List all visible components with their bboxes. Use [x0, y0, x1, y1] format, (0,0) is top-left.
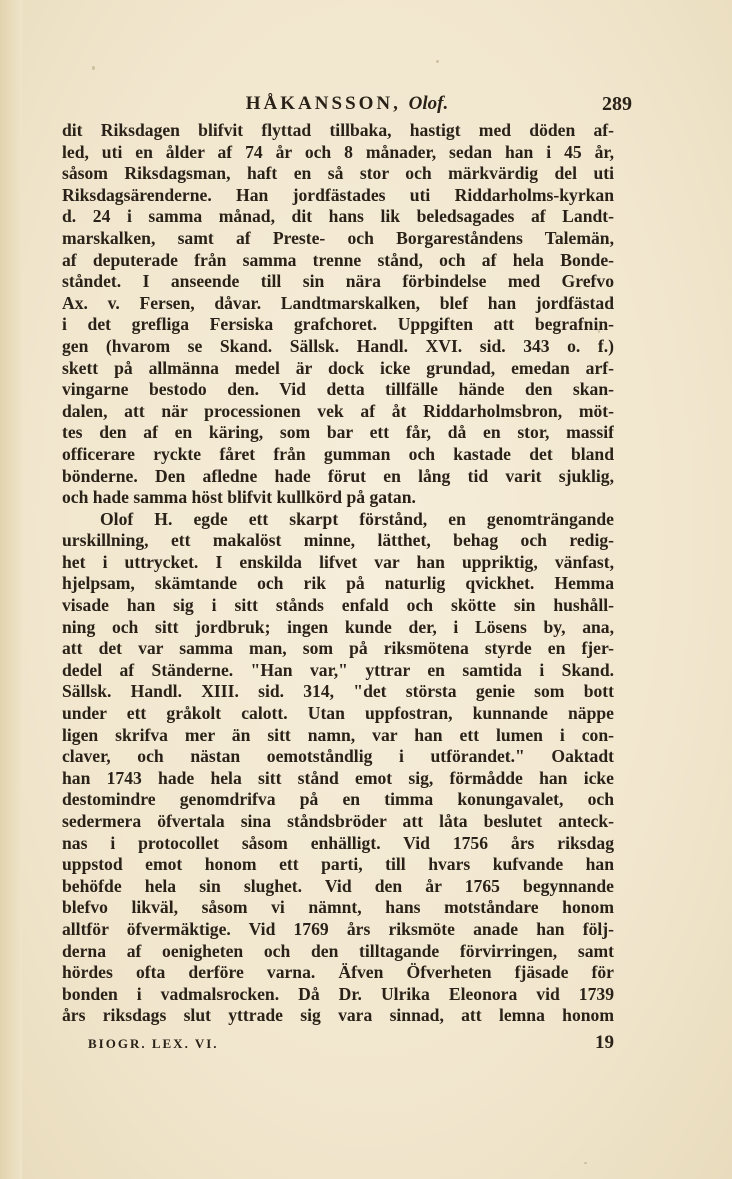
text-line: led, uti en ålder af 74 år och 8 månader, sedan han i 45 år,	[62, 141, 614, 162]
text-line: uppstod emot honom ett parti, till hvars kufvande han	[62, 854, 614, 875]
running-header	[62, 93, 632, 117]
text-line: het i uttrycket. I enskilda lifvet var han uppriktig, vänfast,	[62, 551, 614, 572]
text-line: hördes ofta derföre varna. Äfven Öfverheten fjäsade för	[62, 962, 614, 983]
signature-mark: BIOGR. LEX. VI.	[88, 1036, 219, 1051]
running-title	[62, 93, 632, 115]
text-line: tes den af en käring, som bar ett får, då en stor, massif	[62, 422, 614, 443]
text-line: dedel af Ständerne. "Han var," yttrar en samtida i Skand.	[62, 659, 614, 680]
running-title-forename: Olof.	[408, 93, 449, 114]
text-line: sedermera öfvertala sina ståndsbröder att låta beslutet anteck-	[62, 811, 614, 831]
page-footer	[62, 1032, 614, 1056]
text-line: under ett gråkolt calott. Utan uppfostran, kunnande näppe	[62, 703, 614, 724]
paper-fleck	[436, 60, 439, 63]
text-line: Ax. v. Fersen, dåvar. Landtmarskalken, blef han jordfästad	[62, 292, 614, 313]
text-line: nas i protocollet såsom enhälligt. Vid 1756 års riksdag	[62, 832, 614, 853]
text-line: hjelpsam, skämtande och rik på naturlig qvickhet. Hemma	[62, 573, 614, 594]
text-line: och hade samma höst blifvit kullkörd på gatan.	[62, 487, 416, 508]
text-line: skett på allmänna medel är dock icke grundad, emedan arf-	[62, 357, 614, 378]
page-edge-shadow	[0, 0, 22, 1179]
text-line: ståndet. I anseende till sin nära förbindelse med Grefvo	[62, 271, 614, 292]
text-line: att det var samma man, som på riksmötena styrde en fjer-	[62, 638, 614, 659]
text-line: han 1743 hade hela sitt stånd emot sig, förmådde han icke	[62, 767, 614, 788]
text-line: bönderne. Den afledne hade förut en lång tid varit sjuklig,	[62, 465, 614, 486]
signature-number: 19	[595, 1032, 614, 1053]
text-line: marskalken, samt af Preste- och Borgareståndens Talemän,	[62, 227, 614, 248]
text-line: urskillning, ett makalöst minne, lätthet, behag och redig-	[62, 530, 614, 551]
text-line: claver, och nästan oemotståndlig i utförandet." Oaktadt	[62, 746, 614, 767]
text-line: bonden i vadmalsrocken. Då Dr. Ulrika Eleonora vid 1739	[62, 983, 614, 1004]
text-line: behöfde hela sin slughet. Vid den år 1765 begynnande	[62, 875, 614, 896]
text-line: dalen, att när processionen vek af åt Riddarholmsbron, möt-	[62, 400, 614, 421]
text-line: Olof H. egde ett skarpt förstånd, en genomträngande	[100, 508, 614, 529]
text-line: destomindre genomdrifva på en timma konungavalet, och	[62, 789, 614, 810]
body-text	[62, 120, 614, 1027]
text-line: ning och sitt jordbruk; ingen kunde der, i Lösens by, ana,	[62, 616, 614, 637]
text-line: dit Riksdagen blifvit flyttad tillbaka, hastigt med döden af-	[62, 120, 614, 140]
text-line: i det grefliga Fersiska grafchoret. Uppgiften att begrafnin-	[62, 314, 614, 335]
text-line: Riksdagsärenderne. Han jordfästades uti Riddarholms-kyrkan	[62, 184, 614, 205]
text-line: vingarne bestodo den. Vid detta tillfälle hände den skan-	[62, 379, 614, 400]
text-line: af deputerade från samma trenne stånd, och af hela Bonde-	[62, 249, 614, 270]
page-number: 289	[602, 93, 632, 115]
text-line: ligen skrifva mer än sitt namn, var han ett lumen i con-	[62, 724, 614, 745]
paper-fleck	[92, 66, 95, 70]
text-line: års riksdags slut yttrade sig vara sinnad, att lemna honom	[62, 1005, 614, 1026]
text-line: derna af oenigheten och den tilltagande förvirringen, samt	[62, 940, 614, 961]
text-line: gen (hvarom se Skand. Sällsk. Handl. XVI. sid. 343 o. f.)	[62, 335, 614, 356]
text-line: såsom Riksdagsman, haft en så stor och märkvärdig del uti	[62, 163, 614, 184]
text-line: blefvo likväl, såsom vi nämnt, hans motståndare honom	[62, 897, 614, 918]
text-line: alltför öfvermäktige. Vid 1769 års riksmöte anade han följ-	[62, 918, 614, 939]
running-title-name: HÅKANSSON,	[245, 93, 401, 114]
paper-fleck	[584, 1162, 587, 1164]
text-line: officerare ryckte fåret från gumman och kastade det bland	[62, 443, 614, 464]
text-line: visade han sig i sitt stånds enfald och skötte sin hushåll-	[62, 595, 614, 616]
text-line: Sällsk. Handl. XIII. sid. 314, "det största genie som bott	[62, 681, 614, 702]
text-line: d. 24 i samma månad, dit hans lik beledsagades af Landt-	[62, 206, 614, 227]
